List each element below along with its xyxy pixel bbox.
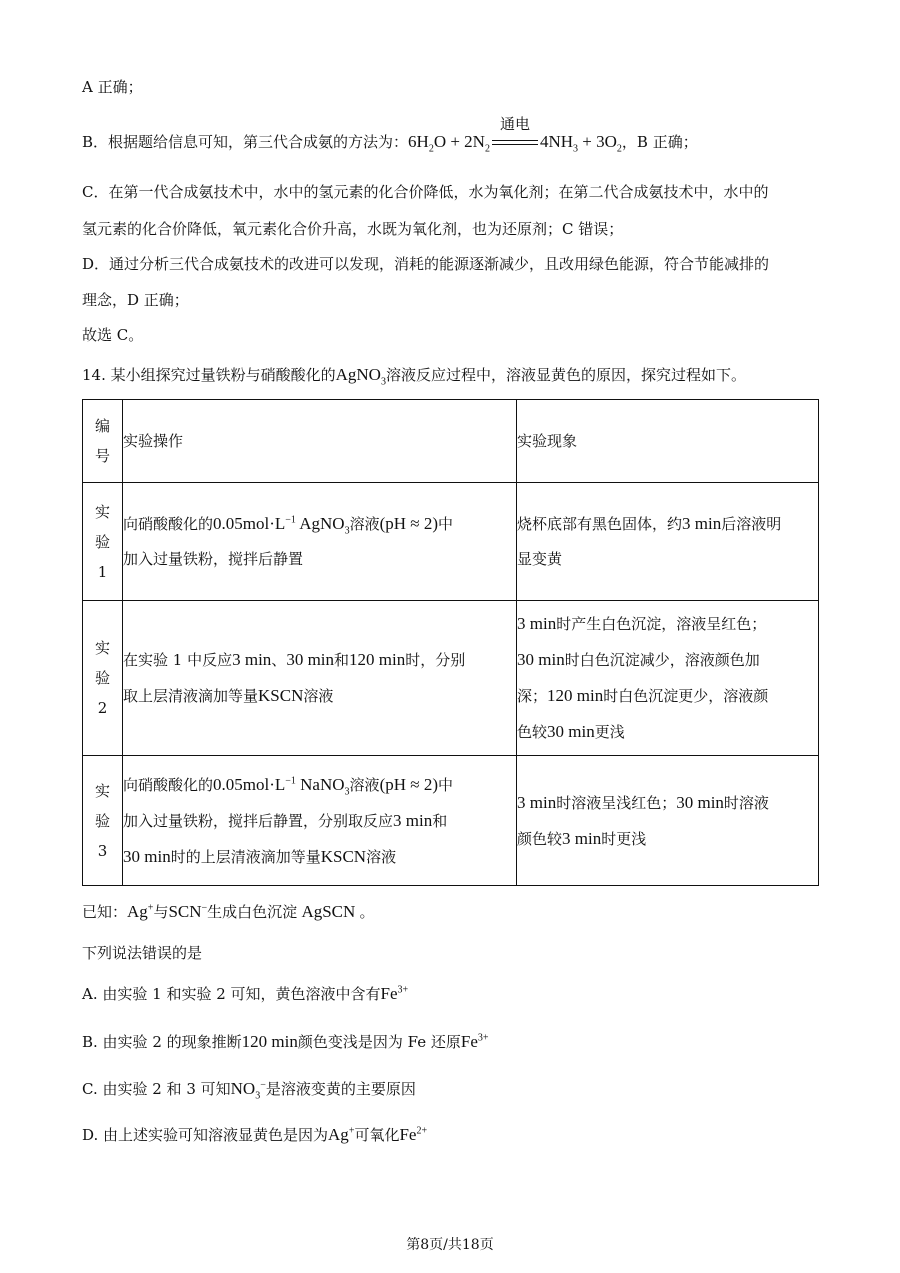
table-row bbox=[83, 483, 819, 601]
row-num: 实 验 2 bbox=[83, 601, 123, 756]
question-14: 14. 某小组探究过量铁粉与硝酸酸化的AgNO$_3$溶液反应过程中，溶液显黄色的原因，探究过程如下。 bbox=[82, 365, 746, 388]
option-b: B. 由实验 2 的现象推断120 min颜色变浅是因为 Fe 还原$Fe^{3+}$ bbox=[82, 1032, 489, 1051]
page-footer: 第8页/共18页 bbox=[406, 1237, 494, 1253]
header-phenomenon: 实验现象 bbox=[517, 400, 819, 483]
header-operation: 实验操作 bbox=[123, 400, 517, 483]
row-operation: 向硝酸酸化的$0.05mol\cdot L^{-1}$ AgNO$_3$溶液(pH ≈ 2)中 加入过量铁粉，搅拌后静置 bbox=[123, 483, 517, 601]
experiment-table bbox=[82, 399, 819, 886]
answer-c-line2: 氢元素的化合价降低，氧元素化合价升高，水既为氧化剂，也为还原剂；C 错误； bbox=[82, 220, 624, 238]
table-row bbox=[83, 756, 819, 886]
answer-d-line1: D．通过分析三代合成氨技术的改进可以发现，消耗的能源逐渐减少，且改用绿色能源，符合节能减排的 bbox=[82, 255, 770, 273]
row-operation: 在实验 1 中反应3 min、30 min和120 min时，分别 取上层清液滴加等量KSCN溶液 bbox=[123, 601, 517, 756]
row-num: 实 验 1 bbox=[83, 483, 123, 601]
row-num: 实 验 3 bbox=[83, 756, 123, 886]
row-operation: 向硝酸酸化的$0.05mol\cdot L^{-1}$ NaNO$_3$溶液(pH ≈ 2)中 加入过量铁粉，搅拌后静置，分别取反应3 min和 30 min时的上层清液滴加等量KSCN溶液 bbox=[123, 756, 517, 886]
answer-a-line: A 正确； bbox=[82, 78, 143, 96]
known-line: 已知：Ag+与SCN−生成白色沉淀 AgSCN 。 bbox=[82, 902, 375, 921]
question-ask: 下列说法错误的是 bbox=[82, 944, 203, 962]
equation: $6H_2O + 2N_2$ bbox=[408, 132, 490, 155]
option-c: C. 由实验 2 和 3 可知$NO_3^-$是溶液变黄的主要原因 bbox=[82, 1079, 416, 1102]
row-phenomenon: 3 min时溶液呈浅红色；30 min时溶液 颜色较3 min时更浅 bbox=[517, 756, 819, 886]
answer-d-line2: 理念，D 正确； bbox=[82, 291, 189, 309]
table-row bbox=[83, 601, 819, 756]
answer-c-line1: C．在第一代合成氨技术中，水中的氢元素的化合价降低，水为氧化剂；在第二代合成氨技术中，水中的 bbox=[82, 183, 769, 201]
table-header-row bbox=[83, 400, 819, 483]
row-phenomenon: 烧杯底部有黑色固体，约3 min后溶液明 显变黄 bbox=[517, 483, 819, 601]
answer-b-line: B．根据题给信息可知，第三代合成氨的方法为：$6H_2O + 2N_2$ 通电 $4NH_3 + 3O_2$，B 正确； bbox=[82, 115, 698, 155]
option-d: D. 由上述实验可知溶液显黄色是因为Ag+可氧化$Fe^{2+}$ bbox=[82, 1125, 428, 1144]
row-phenomenon: 3 min时产生白色沉淀，溶液呈红色； 30 min时白色沉淀减少，溶液颜色加 深；120 min时白色沉淀更少，溶液颜 色较30 min更浅 bbox=[517, 601, 819, 756]
answer-choose: 故选 C。 bbox=[82, 326, 144, 344]
option-a: A. 由实验 1 和实验 2 可知，黄色溶液中含有$Fe^{3+}$ bbox=[82, 984, 409, 1003]
electrolysis-arrow: 通电 bbox=[492, 132, 538, 154]
header-num: 编 号 bbox=[83, 400, 123, 483]
